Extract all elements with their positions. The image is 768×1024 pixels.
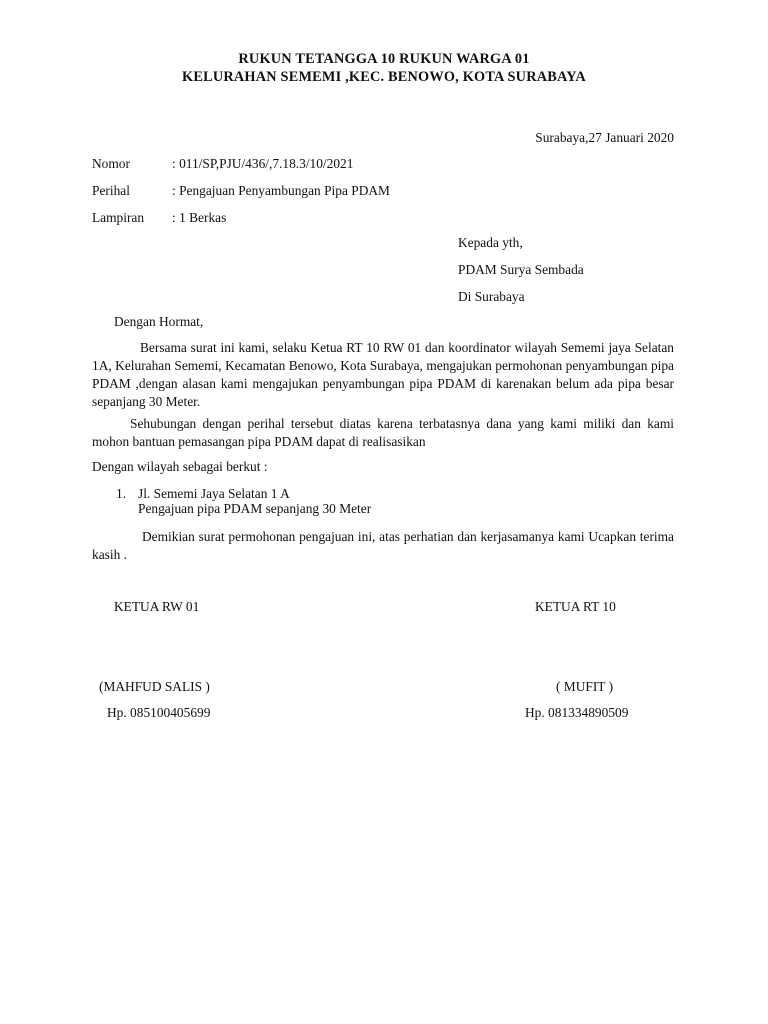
meta-label-lampiran: Lampiran bbox=[92, 210, 145, 225]
letterhead-line-1: RUKUN TETANGGA 10 RUKUN WARGA 01 bbox=[238, 51, 530, 67]
salutation: Dengan Hormat, bbox=[114, 314, 204, 329]
recipient-line-3: Di Surabaya bbox=[458, 289, 525, 304]
recipient-line-1: Kepada yth, bbox=[458, 235, 523, 250]
meta-value-perihal: : Pengajuan Penyambungan Pipa PDAM bbox=[172, 183, 390, 198]
meta-label-perihal: Perihal bbox=[92, 183, 130, 198]
area-intro: Dengan wilayah sebagai berkut : bbox=[92, 459, 268, 474]
meta-value-nomor: : 011/SP,PJU/436/,7.18.3/10/2021 bbox=[172, 156, 354, 171]
letterhead-line-2: KELURAHAN SEMEMI ,KEC. BENOWO, KOTA SURABAYA bbox=[182, 69, 586, 85]
body-paragraph-1: Bersama surat ini kami, selaku Ketua RT 10 RW 01 dan koordinator wilayah Sememi jaya Selatan 1A, Kelurahan Sememi, Kecamatan Benowo, Kota Surabaya, mengajukan permohonan penyambungan pipa PDAM ,dengan alasan kami mengajukan penyambungan pipa PDAM di karenakan belum ada pipa besar sepanjang 30 Meter. bbox=[92, 340, 674, 409]
list-item-address: Jl. Sememi Jaya Selatan 1 A bbox=[138, 486, 290, 501]
signature-left-phone: Hp. 085100405699 bbox=[107, 705, 211, 720]
signature-right-title: KETUA RT 10 bbox=[535, 599, 616, 614]
signature-left-title: KETUA RW 01 bbox=[114, 599, 200, 614]
recipient-line-2: PDAM Surya Sembada bbox=[458, 262, 584, 277]
signature-left-name: (MAHFUD SALIS ) bbox=[99, 679, 210, 694]
meta-value-lampiran: : 1 Berkas bbox=[172, 210, 227, 225]
letter-date: Surabaya,27 Januari 2020 bbox=[535, 130, 674, 145]
list-item-detail: Pengajuan pipa PDAM sepanjang 30 Meter bbox=[138, 501, 372, 516]
closing-paragraph: Demikian surat permohonan pengajuan ini, atas perhatian dan kerjasamanya kami Ucapkan terima kasih . bbox=[92, 529, 674, 562]
body-paragraph-2: Sehubungan dengan perihal tersebut diatas karena terbatasnya dana yang kami miliki dan kami mohon bantuan pemasangan pipa PDAM dapat di realisasikan bbox=[92, 416, 674, 449]
list-item-number: 1. bbox=[116, 486, 127, 501]
meta-label-nomor: Nomor bbox=[92, 156, 130, 171]
signature-right-name: ( MUFIT ) bbox=[556, 679, 614, 694]
signature-right-phone: Hp. 081334890509 bbox=[525, 705, 629, 720]
